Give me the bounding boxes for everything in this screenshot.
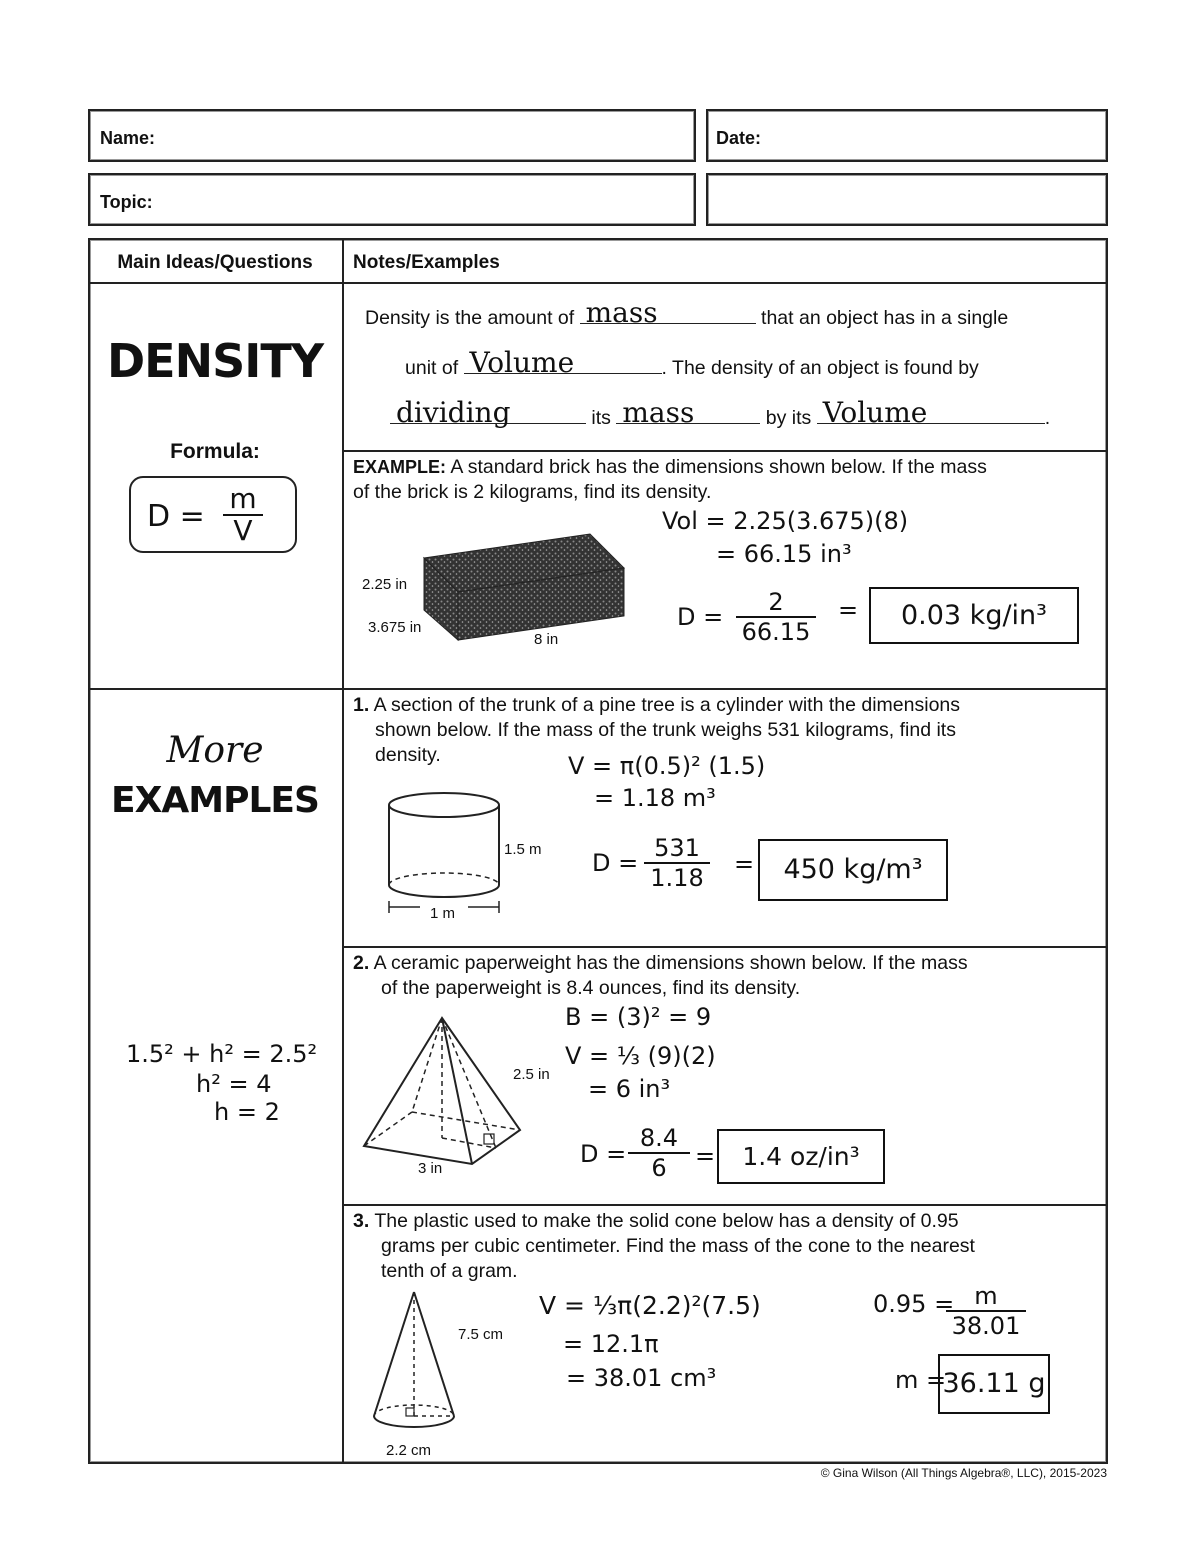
example-equals: =	[838, 596, 859, 624]
copyright: © Gina Wilson (All Things Algebra®, LLC), 2015-2023	[820, 1466, 1107, 1480]
problem-1-text-1: A section of the trunk of a pine tree is a cylinder with the dimensions	[373, 694, 961, 716]
date-field[interactable]	[706, 109, 1108, 162]
cone-height-label: 7.5 cm	[458, 1326, 504, 1343]
problem-3-eq-lhs: 0.95 =	[873, 1290, 955, 1318]
cylinder-figure	[380, 785, 510, 925]
answer-mass: mass	[585, 296, 658, 329]
blank-mass-2[interactable]	[616, 396, 760, 429]
problem-3-answer-box: 36.11 g	[938, 1354, 1050, 1414]
definition-line-3	[390, 396, 1051, 431]
definition-line-1	[365, 296, 1009, 331]
definition-text: Density is the amount of	[365, 307, 575, 329]
page-title: DENSITY	[106, 334, 324, 388]
problem-1-text-3: density.	[375, 744, 441, 766]
extra-field[interactable]	[706, 173, 1108, 226]
problem-2-text-2: of the paperweight is 8.4 ounces, find its density.	[381, 977, 801, 999]
example-work-volume: Vol = 2.25(3.675)(8)	[662, 507, 909, 535]
formula-lhs: D =	[147, 499, 205, 534]
cone-radius-label: 2.2 cm	[386, 1442, 432, 1459]
problem-3-work-volume: V = ⅓π(2.2)²(7.5)	[539, 1291, 761, 1320]
cone-figure	[368, 1288, 464, 1440]
problem-3-text-3: tenth of a gram.	[381, 1260, 518, 1282]
problem-3-text-1: The plastic used to make the solid cone below has a density of 0.95	[374, 1210, 959, 1232]
problem-3-work-pi: = 12.1π	[563, 1330, 659, 1358]
problem-3-work-volume-result: = 38.01 cm³	[566, 1364, 717, 1392]
problem-3-denominator: 38.01	[951, 1312, 1021, 1340]
problem-2-equals: =	[695, 1142, 716, 1170]
problem-1-work-volume: V = π(0.5)² (1.5)	[568, 752, 766, 780]
example-label: EXAMPLE:	[353, 457, 447, 477]
example-text-1: A standard brick has the dimensions shown below. If the mass	[450, 456, 987, 478]
topic-field[interactable]	[88, 173, 696, 226]
blank-mass[interactable]	[580, 296, 756, 329]
row-divider-1	[342, 450, 1108, 452]
problem-1-work-volume-result: = 1.18 m³	[594, 784, 716, 812]
example-fraction	[736, 588, 816, 646]
example-prompt	[353, 455, 1103, 505]
problem-1-text-2: shown below. If the mass of the trunk weighs 531 kilograms, find its	[375, 719, 956, 741]
header-divider	[88, 282, 1108, 284]
problem-1-equals: =	[734, 850, 755, 878]
pyramid-base-label: 3 in	[418, 1160, 443, 1177]
pyramid-figure	[360, 1012, 530, 1170]
problem-2-fraction	[628, 1124, 690, 1182]
problem-3-number: 3.	[353, 1210, 370, 1232]
problem-2-d-lhs: D =	[580, 1140, 627, 1168]
example-numerator: 2	[736, 588, 816, 618]
work-pythagoras: 1.5² + h² = 2.5²	[126, 1040, 318, 1068]
problem-2-prompt	[353, 951, 1103, 1001]
problem-2-numerator: 8.4	[628, 1124, 690, 1154]
row-divider-4	[342, 1204, 1108, 1206]
example-work-volume-result: = 66.15 in³	[716, 540, 852, 568]
problem-3-fraction	[946, 1282, 1026, 1340]
work-h-squared: h² = 4	[196, 1070, 272, 1098]
formula-box	[129, 476, 297, 553]
problem-1-numerator: 531	[644, 834, 710, 864]
col-main-ideas-header: Main Ideas/Questions	[117, 252, 313, 273]
date-label: Date:	[716, 128, 762, 148]
name-field[interactable]	[88, 109, 696, 162]
problem-1-number: 1.	[353, 694, 370, 716]
problem-1-answer-box: 450 kg/m³	[758, 839, 948, 901]
answer-mass-2: mass	[622, 396, 695, 429]
name-label: Name:	[100, 128, 156, 148]
definition-line-2	[405, 346, 979, 381]
problem-2-text-1: A ceramic paperweight has the dimensions shown below. If the mass	[373, 952, 968, 974]
blank-volume-2[interactable]	[817, 396, 1045, 429]
problem-1-denominator: 1.18	[650, 864, 704, 892]
problem-2-work-volume: V = ⅓ (9)(2)	[565, 1042, 716, 1070]
problem-2-work-volume-result: = 6 in³	[588, 1075, 671, 1103]
problem-1-d-lhs: D =	[592, 849, 639, 877]
brick-length-label: 8 in	[534, 631, 559, 648]
definition-text: . The density of an object is found by	[661, 357, 979, 379]
col-notes-header: Notes/Examples	[353, 252, 500, 273]
problem-3-m-lhs: m =	[895, 1366, 947, 1394]
problem-3-prompt	[353, 1209, 1103, 1284]
example-answer-box: 0.03 kg/in³	[869, 587, 1079, 644]
cylinder-diameter-label: 1 m	[430, 905, 456, 922]
work-h: h = 2	[214, 1098, 280, 1126]
brick-width-label: 3.675 in	[368, 619, 422, 636]
blank-dividing[interactable]	[390, 396, 586, 429]
pyramid-slant-label: 2.5 in	[513, 1066, 550, 1083]
problem-3-text-2: grams per cubic centimeter. Find the mass of the cone to the nearest	[381, 1235, 975, 1257]
answer-dividing: dividing	[396, 396, 511, 429]
formula-fraction	[223, 484, 263, 546]
formula-numerator: m	[223, 484, 263, 516]
cylinder-height-label: 1.5 m	[504, 841, 542, 858]
problem-2-work-base: B = (3)² = 9	[565, 1003, 712, 1031]
problem-2-denominator: 6	[651, 1154, 667, 1182]
more-script: More	[166, 730, 264, 771]
definition-text: its	[591, 407, 611, 429]
blank-volume[interactable]	[464, 346, 662, 379]
row-divider-2	[88, 688, 1108, 690]
answer-volume: Volume	[469, 346, 575, 379]
definition-text: .	[1044, 407, 1051, 429]
row-divider-3	[342, 946, 1108, 948]
example-text-2: of the brick is 2 kilograms, find its density.	[353, 481, 712, 503]
brick-height-label: 2.25 in	[362, 576, 408, 593]
formula-denominator: V	[233, 514, 253, 547]
column-divider	[342, 238, 344, 1464]
definition-text: by its	[765, 407, 812, 429]
examples-heading: EXAMPLES	[111, 780, 319, 821]
example-denominator: 66.15	[741, 618, 811, 646]
formula-label: Formula:	[170, 440, 260, 463]
brick-figure	[410, 528, 640, 653]
problem-1-fraction	[644, 834, 710, 892]
definition-text: that an object has in a single	[761, 307, 1009, 329]
definition-text: unit of	[405, 357, 459, 379]
answer-volume-2: Volume	[822, 396, 928, 429]
problem-2-number: 2.	[353, 952, 370, 974]
topic-label: Topic:	[100, 192, 153, 212]
problem-3-numerator: m	[946, 1282, 1026, 1312]
example-d-lhs: D =	[677, 603, 724, 631]
problem-2-answer-box: 1.4 oz/in³	[717, 1129, 885, 1184]
